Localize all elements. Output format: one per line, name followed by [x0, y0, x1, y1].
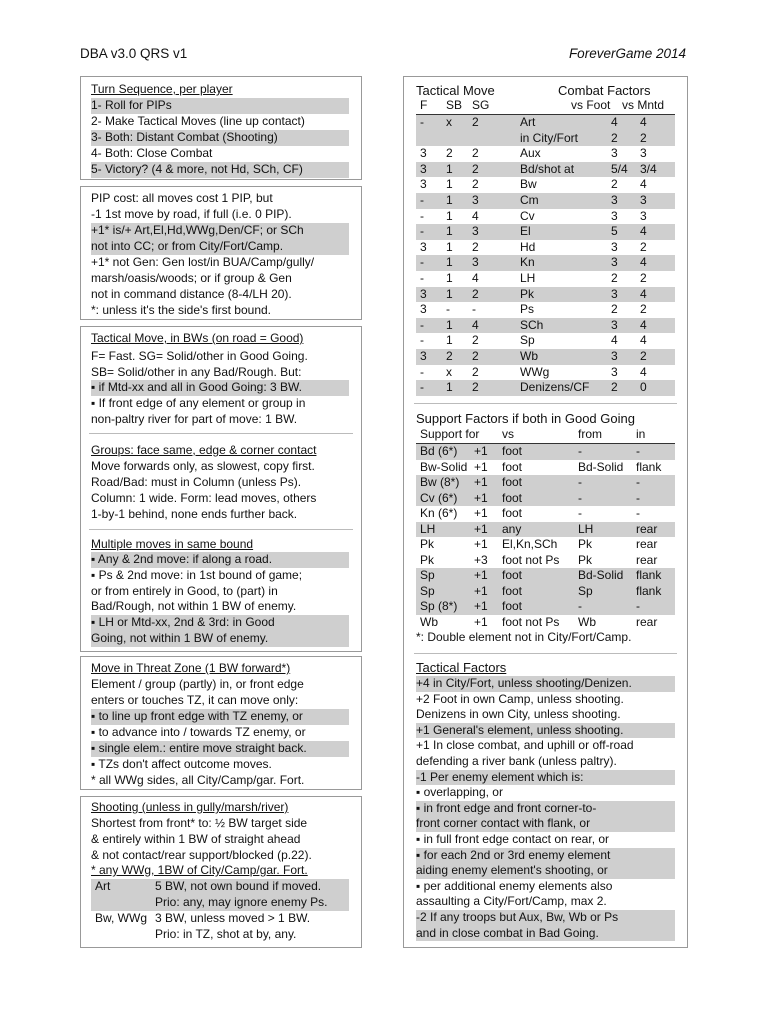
tacmove-line: ▪ If front edge of any element or group in	[91, 396, 306, 410]
cell-troop: Cv	[520, 208, 535, 223]
shooting-row	[91, 895, 349, 911]
cell-f: 3	[420, 286, 427, 301]
cell-modifier: +1	[474, 521, 488, 536]
threat-line: ▪ to line up front edge with TZ enemy, or	[91, 709, 349, 725]
cell-vs: foot	[502, 490, 523, 505]
cell-sb: 1	[446, 255, 453, 270]
support-title: Support Factors if both in Good Going	[416, 411, 635, 426]
cell-sg: 3	[472, 255, 479, 270]
tactical-factor-line: -1 Per enemy element which is:	[416, 770, 675, 786]
cell-vs-mntd: 4	[640, 224, 647, 239]
combat-row	[416, 380, 675, 396]
col-vs-mntd: vs Mntd	[622, 98, 665, 112]
groups-line: 1-by-1 behind, none ends further back.	[91, 507, 298, 521]
cell-troop: Wb	[520, 349, 538, 363]
cell-vs-foot: 3	[611, 364, 618, 379]
cell-troop: in City/Fort	[520, 130, 579, 145]
col-sg: SG	[472, 98, 490, 112]
cell-from: Pk	[578, 552, 593, 567]
turn-step: 4- Both: Close Combat	[91, 146, 213, 160]
cell-vs-mntd: 3	[640, 193, 647, 207]
cell-sg: 4	[472, 208, 479, 223]
turn-step: 1- Roll for PIPs	[91, 98, 349, 114]
multi-line: ▪ LH or Mtd-xx, 2nd & 3rd: in Good	[91, 615, 349, 631]
cell-sb: 1	[446, 208, 453, 223]
tactical-move-heading: Tactical Move	[416, 83, 495, 98]
multi-moves-title: Multiple moves in same bound	[91, 537, 254, 551]
cell-troop: Bw	[520, 177, 537, 192]
cell-sb: 2	[446, 146, 453, 161]
cell-in: flank	[636, 583, 662, 598]
multi-line: or from entirely in Good, to (part) in	[91, 584, 278, 598]
cell-f: -	[420, 193, 424, 207]
shooting-rule: Prio: in TZ, shot at by, any.	[155, 927, 297, 941]
cell-vs-mntd: 4	[640, 115, 647, 129]
col-vs-foot: vs Foot	[571, 98, 611, 112]
cell-support-for: Bw-Solid	[420, 459, 468, 474]
cell-vs-foot: 3	[611, 146, 618, 161]
shooting-box	[80, 796, 362, 948]
cell-sb: 1	[446, 193, 453, 207]
pip-line: +1* not Gen: Gen lost/in BUA/Camp/gully/	[91, 255, 315, 269]
cell-sb: -	[446, 302, 450, 317]
cell-from: -	[578, 599, 582, 613]
cell-sb: x	[446, 364, 452, 379]
multi-line: ▪ Ps & 2nd move: in 1st bound of game;	[91, 568, 303, 582]
cell-f: 3	[420, 177, 427, 192]
doc-title: DBA v3.0 QRS v1	[80, 46, 188, 61]
cell-vs-mntd: 3	[640, 146, 647, 161]
cell-vs: foot	[502, 583, 523, 598]
shooting-troop: Art	[95, 879, 111, 893]
pip-line: not into CC; or from City/Fort/Camp.	[91, 239, 349, 255]
combat-row	[416, 318, 675, 334]
doc-credit: ForeverGame 2014	[568, 46, 686, 61]
tactical-factor-line: and in close combat in Bad Going.	[416, 926, 675, 942]
combat-row	[416, 131, 675, 147]
pip-line: -1 1st move by road, if full (i.e. 0 PIP).	[91, 207, 292, 221]
combat-header-row	[416, 98, 675, 115]
groups-line: Column: 1 wide. Form: lead moves, others	[91, 491, 317, 505]
cell-vs: foot	[502, 444, 523, 458]
cell-sb: 2	[446, 349, 453, 363]
cell-sb: 1	[446, 333, 453, 348]
shooting-line: & not contact/rear support/blocked (p.22).	[91, 848, 312, 862]
cell-modifier: +1	[474, 506, 488, 520]
cell-vs: foot	[502, 475, 523, 489]
cell-vs-foot: 3	[611, 349, 618, 363]
cell-troop: Pk	[520, 286, 535, 301]
cell-sb: 1	[446, 224, 453, 239]
cell-f: -	[420, 364, 424, 379]
cell-vs-mntd: 2	[640, 349, 647, 363]
cell-f: -	[420, 208, 424, 223]
cell-sg: -	[472, 302, 476, 317]
cell-support-for: Sp (8*)	[420, 599, 458, 613]
cell-sb: 1	[446, 161, 453, 176]
cell-vs-mntd: 4	[640, 364, 647, 379]
cell-troop: El	[520, 224, 531, 239]
support-row	[416, 553, 675, 569]
cell-vs: foot not Ps	[502, 614, 560, 629]
combat-row	[416, 271, 675, 287]
groups-title: Groups: face same, edge & corner contact	[91, 443, 317, 457]
tactical-factor-line: ▪ overlapping, or	[416, 785, 503, 800]
cell-from: Bd-Solid	[578, 459, 624, 474]
tactical-factor-line: ▪ in full front edge contact on rear, or	[416, 832, 610, 846]
cell-modifier: +1	[474, 583, 488, 598]
cell-sg: 4	[472, 271, 479, 285]
cell-from: Pk	[578, 537, 593, 551]
cell-vs-foot: 2	[611, 380, 618, 395]
divider	[89, 433, 353, 434]
cell-vs-foot: 3	[611, 239, 618, 254]
cell-modifier: +1	[474, 490, 488, 505]
combat-row	[416, 255, 675, 271]
cell-vs: foot	[502, 459, 523, 474]
cell-sg: 2	[472, 286, 479, 301]
support-row	[416, 491, 675, 507]
turn-step: 3- Both: Distant Combat (Shooting)	[91, 130, 349, 146]
cell-support-for: Wb	[420, 614, 438, 629]
divider	[89, 529, 353, 530]
support-row	[416, 475, 675, 491]
multi-line: Going, not within 1 BW of enemy.	[91, 631, 349, 647]
cell-vs-mntd: 4	[640, 255, 647, 270]
cell-vs-foot: 3	[611, 208, 618, 223]
cell-sb: 1	[446, 317, 453, 332]
combat-row	[416, 287, 675, 303]
cell-modifier: +1	[474, 568, 488, 582]
cell-f: 3	[420, 161, 427, 176]
cell-troop: Hd	[520, 239, 536, 254]
shooting-rule: 5 BW, not own bound if moved.	[155, 879, 322, 893]
cell-f: 3	[420, 146, 427, 161]
cell-support-for: Pk	[420, 552, 435, 567]
cell-from: Sp	[578, 583, 593, 598]
cell-sg: 4	[472, 317, 479, 332]
shooting-row	[91, 927, 349, 943]
threat-line: ▪ TZs don't affect outcome moves.	[91, 757, 272, 771]
cell-f: -	[420, 115, 424, 129]
cell-f: -	[420, 224, 424, 239]
cell-vs-mntd: 4	[640, 317, 647, 332]
combat-row	[416, 193, 675, 209]
multi-line: ▪ Any & 2nd move: if along a road.	[91, 552, 349, 568]
cell-vs-mntd: 0	[640, 380, 647, 395]
cell-from: -	[578, 444, 582, 458]
tactical-factor-line: assaulting a City/Fort/Camp, max 2.	[416, 894, 607, 909]
cell-vs-mntd: 2	[640, 130, 647, 145]
cell-vs-foot: 2	[611, 177, 618, 192]
turn-sequence-title: Turn Sequence, per player	[91, 82, 233, 96]
cell-vs-mntd: 2	[640, 302, 647, 317]
cell-support-for: Sp	[420, 583, 435, 598]
cell-modifier: +3	[474, 552, 488, 567]
cell-sb: 1	[446, 286, 453, 301]
cell-vs-foot: 2	[611, 271, 618, 285]
shooting-line: * any WWg, 1BW of City/Camp/gar. Fort.	[91, 863, 308, 877]
tacmove-line: ▪ if Mtd-xx and all in Good Going: 3 BW.	[91, 380, 349, 396]
cell-in: rear	[636, 537, 658, 551]
support-row	[416, 460, 675, 476]
threat-line: ▪ to advance into / towards TZ enemy, or	[91, 725, 306, 739]
cell-in: flank	[636, 568, 662, 582]
threat-zone-title: Move in Threat Zone (1 BW forward*)	[91, 661, 291, 675]
cell-in: -	[636, 444, 640, 458]
divider	[414, 653, 677, 654]
cell-vs: foot	[502, 568, 523, 582]
cell-vs: foot	[502, 506, 523, 520]
threat-line: * all WWg sides, all City/Camp/gar. Fort.	[91, 773, 305, 787]
tactical-factors-title: Tactical Factors	[416, 660, 507, 675]
pip-footnote: *: unless it's the side's first bound.	[91, 303, 272, 317]
cell-sg: 2	[472, 115, 479, 129]
col-support-for: Support for	[420, 427, 480, 441]
combat-table	[416, 115, 675, 397]
combat-row	[416, 333, 675, 349]
cell-sb: 1	[446, 177, 453, 192]
tactical-factors-list	[416, 676, 675, 942]
cell-vs-foot: 3	[611, 255, 618, 270]
tactical-factor-line: +4 in City/Fort, unless shooting/Denizen.	[416, 676, 675, 692]
cell-support-for: Pk	[420, 537, 435, 551]
cell-vs: any	[502, 521, 522, 536]
cell-sb: 1	[446, 271, 453, 285]
cell-in: rear	[636, 521, 658, 536]
shooting-row	[91, 879, 349, 895]
cell-in: flank	[636, 459, 662, 474]
cell-modifier: +1	[474, 459, 488, 474]
cell-sg: 2	[472, 161, 479, 176]
cell-sb: x	[446, 115, 452, 129]
threat-line: Element / group (partly) in, or front edge	[91, 677, 304, 691]
shooting-line: Shortest from front* to: ½ BW target side	[91, 816, 308, 830]
tactical-factor-line: aiding enemy element's shooting, or	[416, 863, 675, 879]
cell-troop: Cm	[520, 193, 539, 207]
cell-sg: 3	[472, 224, 479, 239]
turn-step: 5- Victory? (4 & more, not Hd, SCh, CF)	[91, 162, 349, 178]
threat-zone-box	[80, 656, 362, 790]
cell-sg: 2	[472, 364, 479, 379]
support-header-row	[416, 427, 675, 444]
tactical-factor-line: ▪ per additional enemy elements also	[416, 878, 613, 893]
cell-vs-mntd: 2	[640, 271, 647, 285]
cell-from: -	[578, 506, 582, 520]
cell-in: rear	[636, 552, 658, 567]
cell-troop: WWg	[520, 364, 550, 379]
combat-row	[416, 146, 675, 162]
divider	[414, 403, 677, 404]
support-row	[416, 506, 675, 522]
factors-box	[403, 76, 688, 948]
pip-line: not in command distance (8-4/LH 20).	[91, 287, 292, 301]
cell-vs-foot: 2	[611, 130, 618, 145]
cell-in: -	[636, 490, 640, 505]
combat-row	[416, 365, 675, 381]
shooting-title: Shooting (unless in gully/marsh/river)	[91, 800, 289, 814]
cell-f: -	[420, 380, 424, 395]
tactical-factor-line: -2 If any troops but Aux, Bw, Wb or Ps	[416, 910, 675, 926]
cell-vs-foot: 5	[611, 224, 618, 239]
support-row	[416, 599, 675, 615]
support-row	[416, 615, 675, 631]
cell-modifier: +1	[474, 537, 488, 551]
combat-row	[416, 209, 675, 225]
support-table	[416, 444, 675, 630]
cell-from: -	[578, 475, 582, 489]
shooting-row	[91, 911, 349, 927]
cell-from: Bd-Solid	[578, 568, 624, 582]
tacmove-line: SB= Solid/other in any Bad/Rough. But:	[91, 365, 302, 379]
cell-sg: 2	[472, 380, 479, 395]
tactical-factor-line: defending a river bank (unless paltry).	[416, 754, 617, 768]
tactical-factor-line: +1 General's element, unless shooting.	[416, 723, 675, 739]
cell-sg: 2	[472, 239, 479, 254]
cell-vs-foot: 5/4	[611, 161, 628, 176]
combat-row	[416, 162, 675, 178]
support-note: *: Double element not in City/Fort/Camp.	[416, 630, 632, 644]
tacmove-line: non-paltry river for part of move: 1 BW.	[91, 412, 298, 426]
cell-vs-foot: 3	[611, 317, 618, 332]
cell-f: -	[420, 333, 424, 348]
cell-f: 3	[420, 302, 427, 317]
cell-troop: Bd/shot at	[520, 161, 575, 176]
cell-support-for: Cv (6*)	[420, 490, 458, 505]
support-row	[416, 584, 675, 600]
cell-troop: Sp	[520, 333, 535, 348]
cell-in: -	[636, 475, 640, 489]
cell-troop: SCh	[520, 317, 544, 332]
cell-troop: Aux	[520, 146, 541, 161]
cell-vs-mntd: 4	[640, 333, 647, 348]
cell-modifier: +1	[474, 475, 488, 489]
cell-sg: 2	[472, 146, 479, 161]
shooting-troop: Bw, WWg	[95, 911, 148, 925]
cell-sb: 1	[446, 380, 453, 395]
cell-from: LH	[578, 521, 594, 536]
cell-vs-mntd: 2	[640, 239, 647, 254]
cell-support-for: Sp	[420, 568, 435, 582]
pip-cost-title: PIP cost: all moves cost 1 PIP, but	[91, 191, 273, 205]
combat-row	[416, 224, 675, 240]
cell-vs-mntd: 4	[640, 286, 647, 301]
cell-troop: Ps	[520, 302, 535, 317]
cell-support-for: Bw (8*)	[420, 475, 460, 489]
support-row	[416, 568, 675, 584]
turn-sequence-box	[80, 76, 362, 180]
combat-row	[416, 240, 675, 256]
cell-sg: 3	[472, 193, 479, 207]
cell-troop: LH	[520, 271, 536, 285]
cell-modifier: +1	[474, 599, 488, 613]
tactical-factor-line: Denizens in own City, unless shooting.	[416, 707, 621, 722]
threat-line: ▪ single elem.: entire move straight back.	[91, 741, 349, 757]
cell-modifier: +1	[474, 444, 488, 458]
shooting-rule: Prio: any, may ignore enemy Ps.	[155, 895, 328, 909]
cell-vs: foot not Ps	[502, 552, 560, 567]
tactical-factor-line: +1 In close combat, and uphill or off-road	[416, 738, 634, 753]
cell-f: -	[420, 271, 424, 285]
cell-support-for: Bd (6*)	[420, 444, 458, 458]
cell-vs-foot: 3	[611, 193, 618, 207]
tactical-move-box	[80, 326, 362, 652]
cell-sb: 1	[446, 239, 453, 254]
col-f: F	[420, 98, 428, 112]
pip-line: +1* is/+ Art,El,Hd,WWg,Den/CF; or SCh	[91, 223, 349, 239]
col-sb: SB	[446, 98, 463, 112]
cell-in: -	[636, 599, 640, 613]
combat-row	[416, 115, 675, 131]
tactical-move-title: Tactical Move, in BWs (on road = Good)	[91, 331, 304, 345]
cell-troop: Art	[520, 115, 536, 129]
cell-vs-foot: 4	[611, 333, 618, 348]
cell-sg: 2	[472, 349, 479, 363]
cell-vs-mntd: 3	[640, 208, 647, 223]
support-row	[416, 537, 675, 553]
threat-line: enters or touches TZ, it can move only:	[91, 693, 299, 707]
tactical-factor-line: ▪ for each 2nd or 3rd enemy element	[416, 848, 675, 864]
cell-f: 3	[420, 239, 427, 254]
cell-sg: 2	[472, 333, 479, 348]
cell-support-for: Kn (6*)	[420, 506, 458, 520]
groups-line: Road/Bad: must in Column (unless Ps).	[91, 475, 302, 489]
groups-line: Move forwards only, as slowest, copy first.	[91, 459, 315, 473]
shooting-rule: 3 BW, unless moved > 1 BW.	[155, 911, 311, 925]
combat-row	[416, 349, 675, 365]
cell-troop: Kn	[520, 255, 535, 270]
cell-f: 3	[420, 349, 427, 363]
cell-modifier: +1	[474, 614, 488, 629]
cell-in: -	[636, 506, 640, 520]
cell-in: rear	[636, 614, 658, 629]
tacmove-line: F= Fast. SG= Solid/other in Good Going.	[91, 349, 308, 363]
cell-vs-foot: 4	[611, 115, 618, 129]
cell-vs: El,Kn,SCh	[502, 537, 558, 551]
cell-vs-foot: 2	[611, 302, 618, 317]
combat-row	[416, 302, 675, 318]
col-from: from	[578, 427, 602, 441]
turn-step: 2- Make Tactical Moves (line up contact)	[91, 114, 305, 128]
shooting-line: & entirely within 1 BW of straight ahead	[91, 832, 301, 846]
cell-from: -	[578, 490, 582, 505]
tactical-factor-line: +2 Foot in own Camp, unless shooting.	[416, 691, 624, 706]
cell-vs: foot	[502, 599, 523, 613]
col-in: in	[636, 427, 646, 441]
pip-cost-box	[80, 186, 362, 320]
support-row	[416, 522, 675, 538]
support-row	[416, 444, 675, 460]
cell-vs-mntd: 4	[640, 177, 647, 192]
combat-factors-heading: Combat Factors	[558, 83, 651, 98]
cell-sg: 2	[472, 177, 479, 192]
cell-from: Wb	[578, 614, 596, 629]
pip-line: marsh/oasis/woods; or if group & Gen	[91, 271, 292, 285]
col-vs: vs	[502, 427, 514, 441]
cell-vs-mntd: 3/4	[640, 161, 657, 176]
multi-line: Bad/Rough, not within 1 BW of enemy.	[91, 599, 297, 613]
tactical-factor-line: ▪ in front edge and front corner-to-	[416, 801, 675, 817]
tactical-factor-line: front corner contact with flank, or	[416, 816, 675, 832]
combat-row	[416, 177, 675, 193]
cell-vs-foot: 3	[611, 286, 618, 301]
cell-f: -	[420, 255, 424, 270]
cell-support-for: LH	[420, 521, 436, 536]
cell-troop: Denizens/CF	[520, 380, 590, 395]
cell-f: -	[420, 317, 424, 332]
